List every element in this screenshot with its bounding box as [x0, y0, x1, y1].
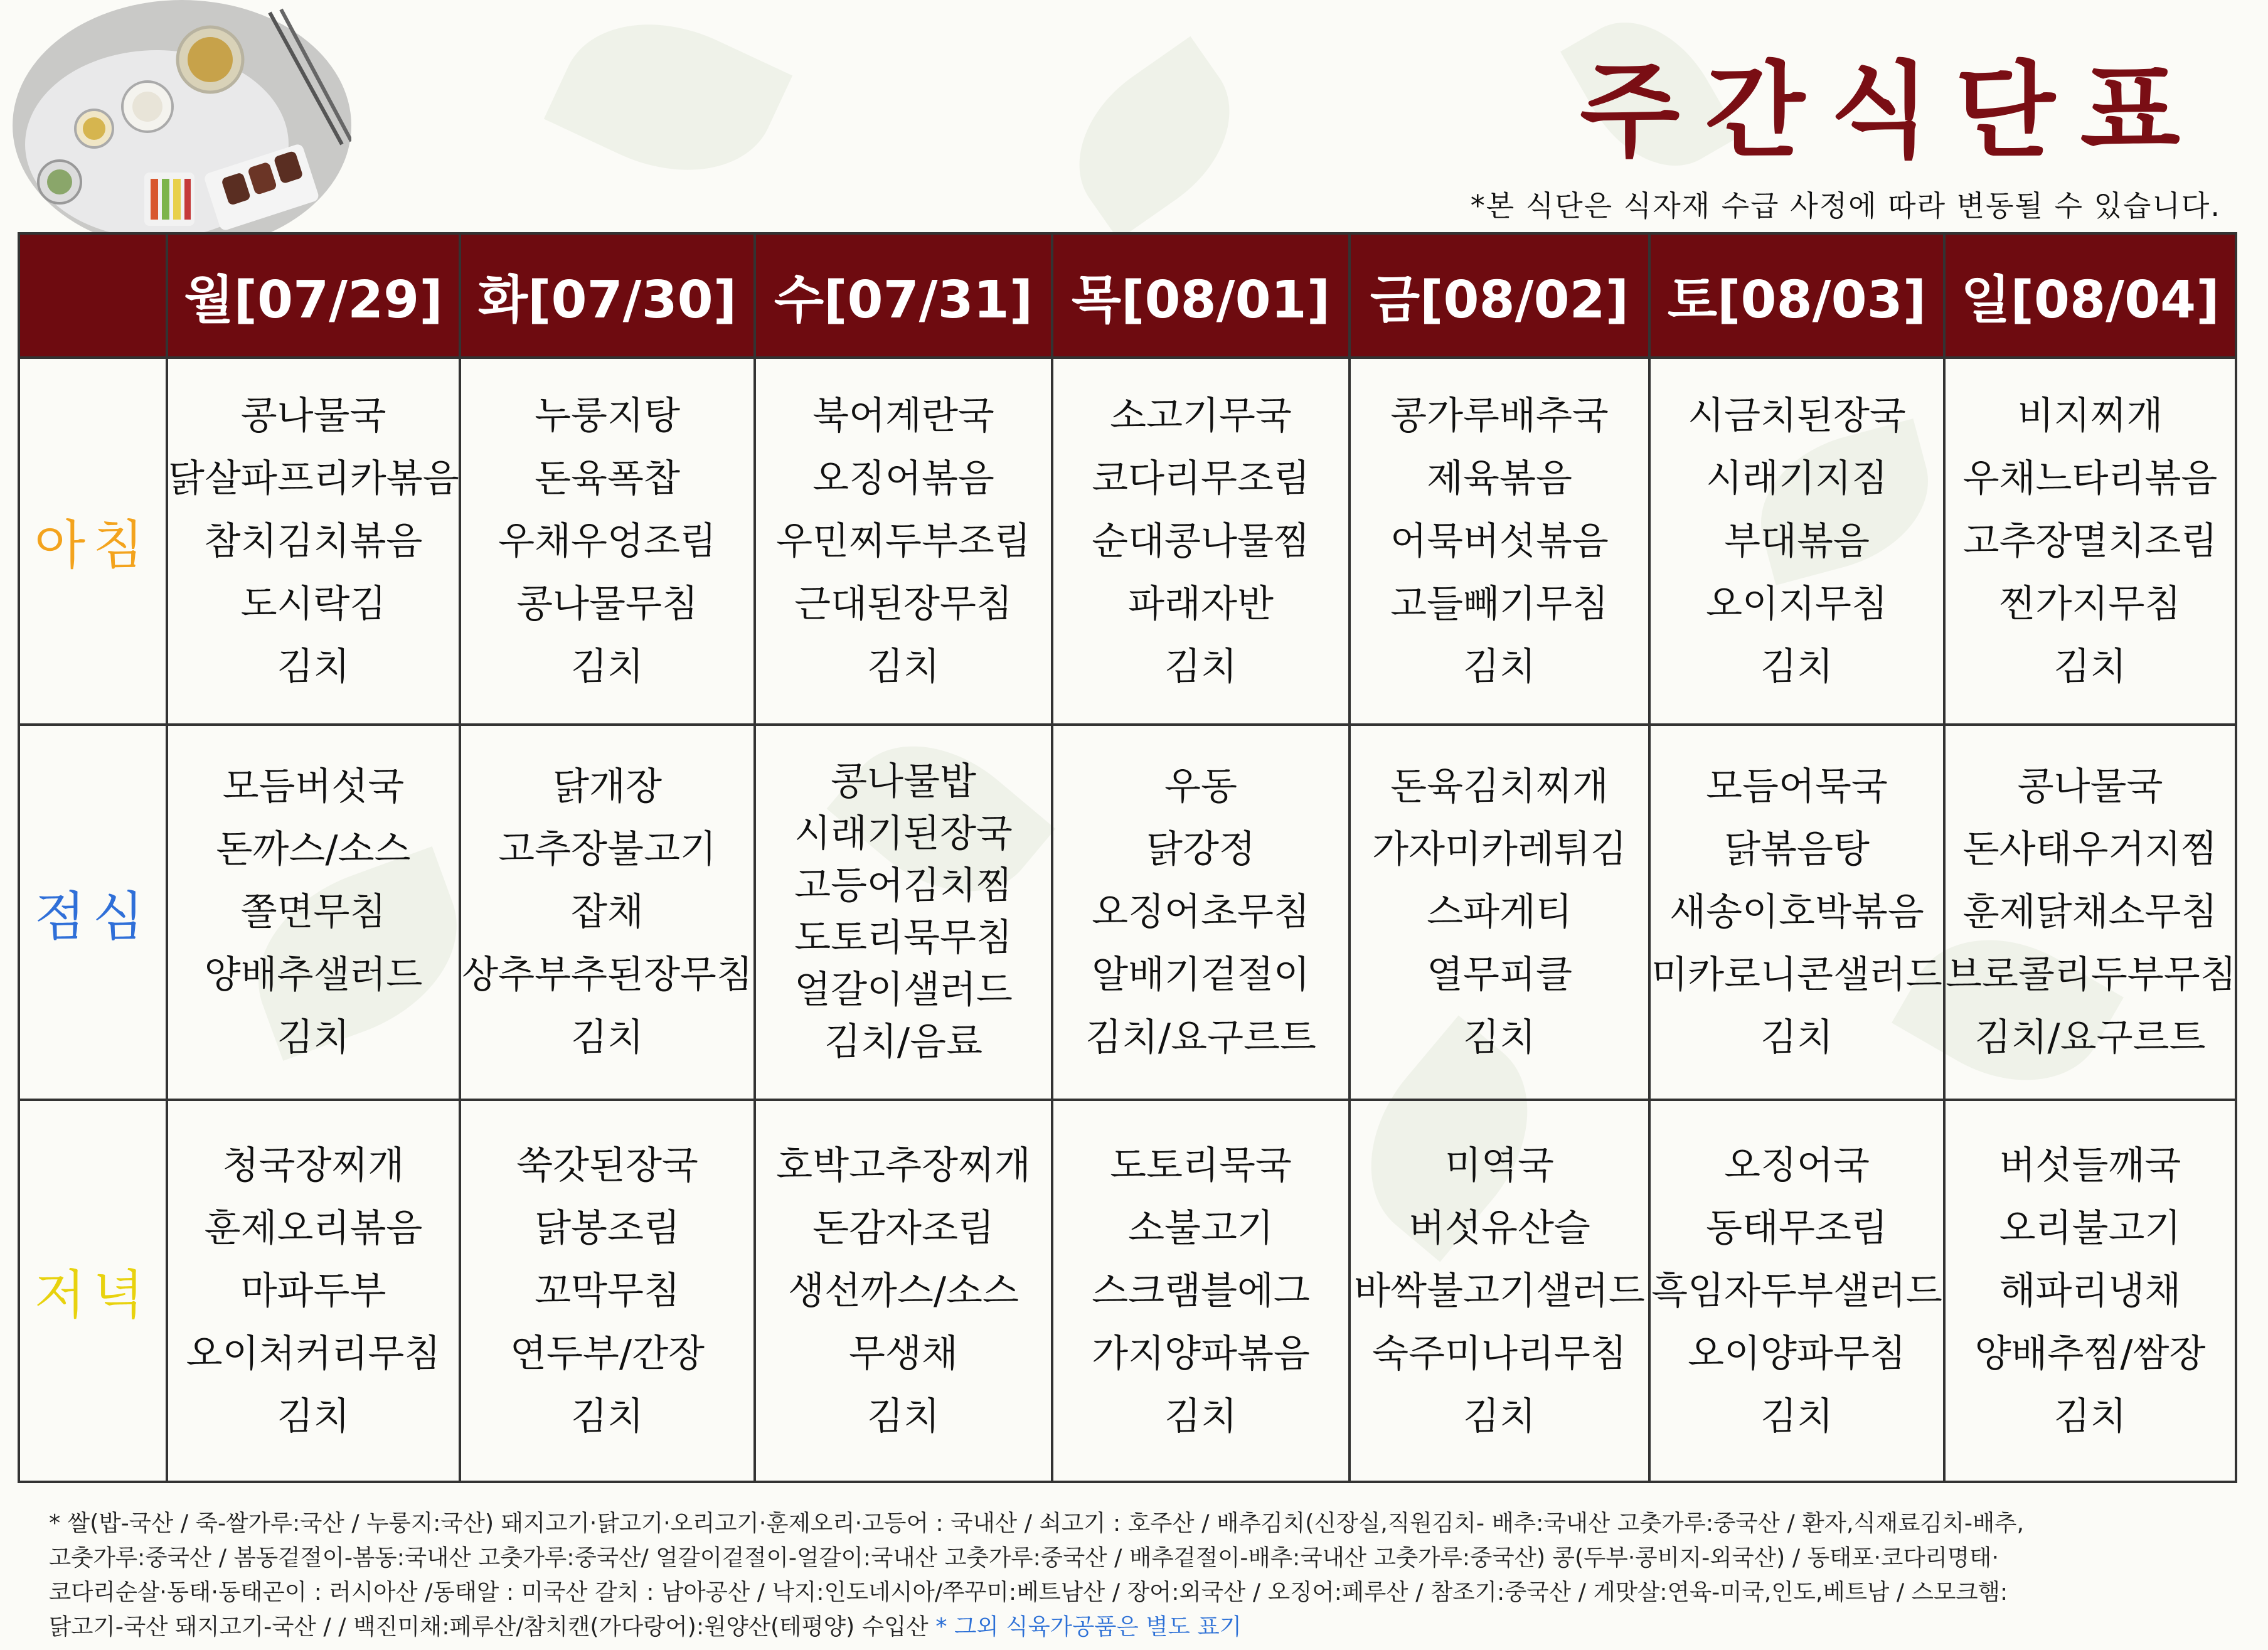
dish: 돈육김치찌개: [1390, 765, 1609, 809]
dish: 생선까스/소스: [788, 1269, 1019, 1313]
dish: 고추장멸치조림: [1962, 519, 2218, 563]
dish: 콩나물국: [2017, 765, 2163, 809]
menu-cell: [167, 725, 460, 1100]
dish: 마파두부: [240, 1269, 386, 1313]
menu-cell: [1649, 1100, 1944, 1482]
dish: 스크램블에그: [1092, 1269, 1310, 1313]
menu-cell: [1052, 358, 1350, 725]
corner-header: [19, 233, 167, 358]
day-header: 화[07/30]: [460, 233, 755, 358]
dish: 참치김치볶음: [204, 519, 423, 563]
dish: 김치: [1463, 1394, 1536, 1439]
dish: 콩나물무침: [516, 582, 698, 626]
dish: 콩나물국: [240, 393, 386, 438]
dish: 돈육폭찹: [535, 456, 680, 501]
menu-change-notice: *본 식단은 식자재 수급 사정에 따라 변동될 수 있습니다.: [1470, 189, 2221, 223]
dish: 시래기된장국: [794, 812, 1013, 856]
menu-cell: [460, 1100, 755, 1482]
dish: 가자미카레튀김: [1372, 828, 1627, 871]
dish: 김치: [277, 644, 350, 689]
dish: 닭살파프리카볶음: [168, 456, 459, 501]
dish: 김치/요구르트: [1085, 1016, 1316, 1060]
dish: 김치: [1760, 1394, 1833, 1439]
dish: 쑥갓된장국: [516, 1143, 698, 1188]
dish: 시금치된장국: [1688, 393, 1906, 438]
dish: 우민찌두부조림: [776, 519, 1031, 563]
origin-line: 고춧가루:중국산 / 봄동겉절이-봄동:국내산 고춧가루:중국산/ 얼갈이겉절이-얼갈이:국내산 고춧가루:중국산 / 배추겉절이-배추:국내산 고춧가루:중국산) 콩(두부·콩비지-외국산) / 동태포·코다리명태·: [49, 1544, 1999, 1571]
dish: 콩가루배추국: [1390, 393, 1609, 438]
menu-cell: [1944, 358, 2236, 725]
dish: 김치: [571, 644, 644, 689]
dish: 청국장찌개: [222, 1143, 405, 1188]
dish: 오징어초무침: [1092, 890, 1310, 934]
dish: 양배추샐러드: [204, 953, 423, 997]
dish: 도토리묵무침: [794, 916, 1013, 960]
dish: 모듬버섯국: [222, 765, 405, 809]
origin-line: [49, 1609, 2232, 1644]
dish: 김치: [2053, 644, 2127, 689]
page-title: 주간식단표: [1580, 51, 2205, 171]
dish: 가지양파볶음: [1092, 1331, 1310, 1376]
dish: 오징어볶음: [812, 456, 994, 501]
dish: 김치: [571, 1394, 644, 1439]
dish: 김치: [867, 644, 940, 689]
dish: 바싹불고기샐러드: [1354, 1269, 1645, 1313]
menu-cell: [460, 358, 755, 725]
dish: 시래기지짐: [1706, 456, 1888, 501]
dish: 버섯들깨국: [1999, 1143, 2181, 1188]
dish: 김치: [1760, 1016, 1833, 1060]
day-header: 목[08/01]: [1052, 233, 1350, 358]
dish: 도시락김: [240, 582, 386, 626]
dish: 상추부추된장무침: [462, 953, 753, 997]
dish: 소불고기: [1128, 1206, 1274, 1250]
origin-line: 코다리순살·동태·동태곤이 : 러시아산 /동태알 : 미국산 갈치 : 남아공산 / 낙지:인도네시아/쭈꾸미:베트남산 / 장어:외국산 / 오징어:페루산 / 참조기:중국산 / 게맛살:연육-미국,인도,베트남 / 스모크햄:: [49, 1578, 2008, 1605]
dish: 김치/요구르트: [1974, 1016, 2206, 1060]
dish: 고들빼기무침: [1390, 582, 1609, 626]
dish: 오이양파무침: [1688, 1331, 1906, 1376]
dish: 소고기무국: [1110, 393, 1292, 438]
dish: 연두부/간장: [509, 1331, 705, 1376]
dish: 닭볶음탕: [1724, 828, 1870, 871]
food-photo: [0, 0, 351, 238]
dish: 고추장불고기: [498, 828, 716, 871]
menu-cell: [755, 1100, 1052, 1482]
dish: 코다리무조림: [1092, 456, 1310, 501]
dish: 어묵버섯볶음: [1390, 519, 1609, 563]
menu-cell: [460, 725, 755, 1100]
origin-info: [49, 1506, 2232, 1644]
dish: 고등어김치찜: [794, 864, 1013, 908]
dish: 해파리냉채: [1999, 1269, 2181, 1313]
dish: 흑임자두부샐러드: [1651, 1269, 1942, 1313]
menu-cell: [755, 358, 1052, 725]
dish: 제육볶음: [1427, 456, 1572, 501]
dish: 모듬어묵국: [1706, 765, 1888, 809]
dish: 미카로니콘샐러드: [1651, 953, 1942, 997]
meal-row-lunch: [19, 725, 2236, 1100]
menu-cell: [1350, 1100, 1649, 1482]
dish: 김치: [867, 1394, 940, 1439]
dish: 알배기겉절이: [1092, 953, 1310, 997]
dish: 김치: [571, 1016, 644, 1060]
dish: 얼갈이샐러드: [794, 968, 1013, 1012]
dish: 쫄면무침: [240, 890, 386, 934]
dish: 동태무조림: [1706, 1206, 1888, 1250]
dish: 브로콜리두부무침: [1946, 953, 2237, 997]
dish: 누룽지탕: [535, 393, 680, 438]
day-header: 토[08/03]: [1649, 233, 1944, 358]
dish: 닭개장: [553, 765, 662, 809]
dish: 훈제닭채소무침: [1962, 890, 2218, 934]
dish: 우채느타리볶음: [1962, 456, 2218, 501]
menu-cell: [167, 358, 460, 725]
dish: 김치: [2053, 1394, 2127, 1439]
dish: 파래자반: [1128, 582, 1274, 626]
dish: 부대볶음: [1724, 519, 1870, 563]
dish: 돈감자조림: [812, 1206, 994, 1250]
dish: 오이처커리무침: [186, 1331, 441, 1376]
dish: 버섯유산슬: [1408, 1206, 1590, 1250]
menu-cell: [1052, 1100, 1350, 1482]
menu-cell: [755, 725, 1052, 1100]
dish: 양배추찜/쌈장: [1974, 1331, 2206, 1376]
day-header-row: [19, 233, 2236, 358]
dish: 김치: [277, 1016, 350, 1060]
dish: 잡채: [571, 890, 644, 934]
dish: 호박고추장찌개: [776, 1143, 1031, 1188]
day-header: 월[07/29]: [167, 233, 460, 358]
menu-cell: [1350, 725, 1649, 1100]
dish: 오이지무침: [1706, 582, 1888, 626]
menu-cell: [1649, 725, 1944, 1100]
meal-row-dinner: [19, 1100, 2236, 1482]
dish: 오징어국: [1724, 1143, 1870, 1188]
dish: 찐가지무침: [1999, 582, 2181, 626]
dish: 미역국: [1445, 1143, 1554, 1188]
dish: 김치: [1463, 1016, 1536, 1060]
dish: 오리불고기: [1999, 1206, 2181, 1250]
dish: 김치: [1760, 644, 1833, 689]
menu-cell: [1350, 358, 1649, 725]
weekly-menu-table: [18, 232, 2237, 1483]
dish: 우동: [1164, 765, 1237, 809]
menu-cell: [167, 1100, 460, 1482]
dish: 닭봉조림: [535, 1206, 680, 1250]
background-leaf: [544, 0, 792, 206]
dish: 닭강정: [1146, 828, 1255, 871]
dish: 도토리묵국: [1110, 1143, 1292, 1188]
dish: 우채우엉조림: [498, 519, 716, 563]
dish: 근대된장무침: [794, 582, 1013, 626]
menu-cell: [1944, 725, 2236, 1100]
dish: 훈제오리볶음: [204, 1206, 423, 1250]
meal-label: 아침: [19, 358, 167, 725]
day-header: 수[07/31]: [755, 233, 1052, 358]
dish: 북어계란국: [812, 393, 994, 438]
origin-text: 닭고기-국산 돼지고기-국산 / / 백진미채:페루산/참치캔(가다랑어):원양산(테평양) 수입산: [49, 1613, 936, 1640]
dish: 숙주미나리무침: [1372, 1331, 1627, 1376]
meal-row-breakfast: [19, 358, 2236, 725]
menu-cell: [1052, 725, 1350, 1100]
meal-label: 점심: [19, 725, 167, 1100]
dish: 무생채: [849, 1331, 958, 1376]
day-header: 금[08/02]: [1350, 233, 1649, 358]
dish: 김치: [1164, 644, 1237, 689]
origin-line: * 쌀(밥-국산 / 죽-쌀가루:국산 / 누룽지:국산) 돼지고기·닭고기·오리고기·훈제오리·고등어 : 국내산 / 쇠고기 : 호주산 / 배추김치(신장실,직원김치- 배추:국내산 고춧가루:중국산 / 환자,식재료김치-배추,: [49, 1509, 2025, 1536]
processed-meat-note: * 그외 식육가공품은 별도 표기: [935, 1613, 1242, 1640]
day-header: 일[08/04]: [1944, 233, 2236, 358]
meal-label: 저녁: [19, 1100, 167, 1482]
dish: 콩나물밥: [831, 760, 976, 804]
dish: 꼬막무침: [535, 1269, 680, 1313]
dish: 돈까스/소스: [216, 828, 411, 871]
dish: 김치: [1164, 1394, 1237, 1439]
dish: 돈사태우거지찜: [1962, 828, 2218, 871]
background-leaf: [1046, 36, 1262, 240]
dish: 순대콩나물찜: [1092, 519, 1310, 563]
menu-cell: [1649, 358, 1944, 725]
dish: 김치: [277, 1394, 350, 1439]
dish: 새송이호박볶음: [1669, 890, 1924, 934]
dish: 스파게티: [1427, 890, 1572, 934]
dish: 김치/음료: [824, 1020, 983, 1064]
dish: 김치: [1463, 644, 1536, 689]
dish: 열무피클: [1427, 953, 1572, 997]
menu-cell: [1944, 1100, 2236, 1482]
dish: 비지찌개: [2017, 393, 2163, 438]
